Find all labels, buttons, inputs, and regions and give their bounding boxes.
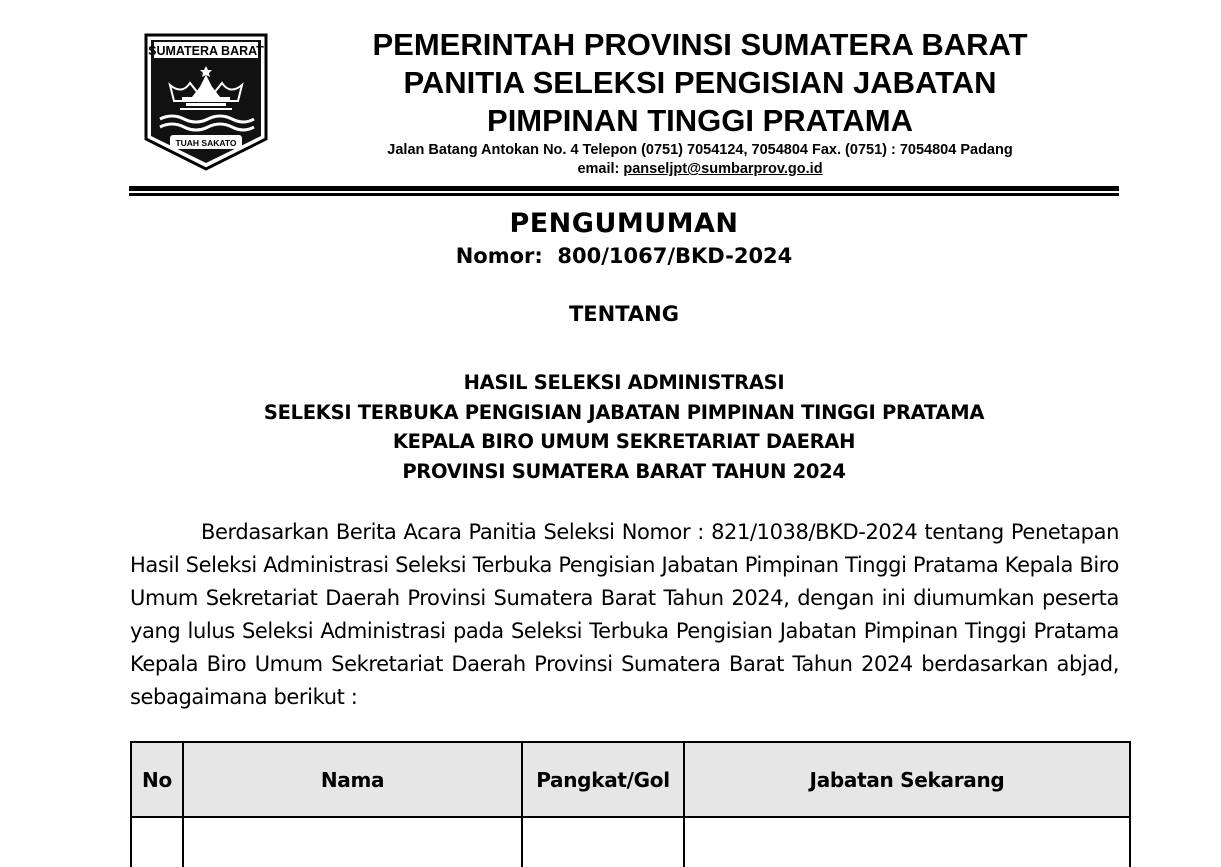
letterhead-title-line: PEMERINTAH PROVINSI SUMATERA BARAT [372,27,1028,62]
subject-line: PROVINSI SUMATERA BARAT TAHUN 2024 [402,459,846,483]
announcement-about: TENTANG [568,302,679,326]
letterhead-rule-thin [129,193,1119,196]
cell-no [131,817,183,867]
cell-pangkat [522,817,684,867]
col-header-nama: Nama [183,742,522,817]
cell-jabatan [684,817,1130,867]
col-header-jabatan: Jabatan Sekarang [684,742,1130,817]
email-link[interactable]: panseljpt@sumbarprov.go.id [623,161,823,177]
announcement-heading: PENGUMUMAN [509,208,739,239]
letterhead-title-line: PANITIA SELEKSI PENGISIAN JABATAN [403,65,997,100]
announcement-number: Nomor: 800/1067/BKD-2024 [455,244,793,268]
subject-line: KEPALA BIRO UMUM SEKRETARIAT DAERAH [392,430,856,453]
subject-line: HASIL SELEKSI ADMINISTRASI [463,371,785,394]
letterhead-rule-thick [129,186,1119,191]
letterhead-title-line: PIMPINAN TINGGI PRATAMA [487,103,913,138]
letterhead-address: Jalan Batang Antokan No. 4 Telepon (0751) 7054124, 7054804 Fax. (0751) : 7054804 Padang [387,142,1013,158]
table-header-row [131,742,1130,817]
table-row [131,817,1130,867]
announcement-subject [129,368,1119,486]
svg-text:SUMATERA BARAT: SUMATERA BARAT [148,44,264,58]
svg-text:TUAH SAKATO: TUAH SAKATO [175,138,237,148]
email-label: email: [577,161,620,177]
letterhead-email-line [290,160,1110,178]
announcement-body: Berdasarkan Berita Acara Panitia Seleksi Nomor : 821/1038/BKD-2024 tentang Penetapan Hasil Seleksi Administrasi Seleksi Terbuka Pengisian Jabatan Pimpinan Tinggi Pratama Kepala Biro Umum Sekretariat Daerah Provinsi Sumatera Barat Tahun 2024, dengan ini diumumkan peserta yang lulus Seleksi Administrasi pada Seleksi Terbuka Pengisian Jabatan Pimpinan Tinggi Pratama Kepala Biro Umum Sekretariat Daerah Provinsi Sumatera Barat Tahun 2024 berdasarkan abjad, sebagaimana berikut : [130,520,1119,709]
letterhead [290,26,1110,178]
subject-line: SELEKSI TERBUKA PENGISIAN JABATAN PIMPINAN TINGGI PRATAMA [263,400,985,424]
provincial-emblem-icon [142,33,270,171]
cell-nama [183,817,522,867]
results-table [130,741,1131,867]
col-header-pangkat: Pangkat/Gol [522,742,684,817]
col-header-no: No [131,742,183,817]
